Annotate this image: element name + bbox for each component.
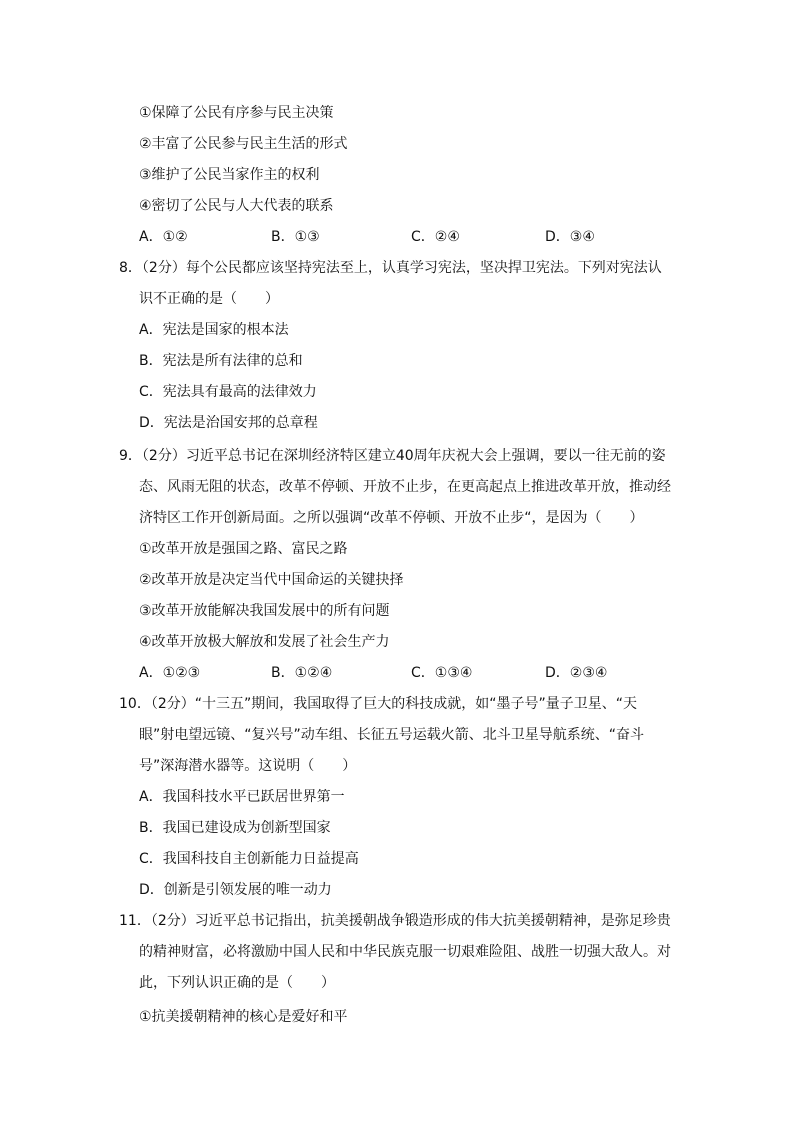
q7-option-c: C．②④	[411, 229, 460, 245]
q8-stem-line-1: 8．（2分）每个公民都应该坚持宪法至上，认真学习宪法，坚决捍卫宪法。下列对宪法认	[119, 260, 662, 276]
q7-item-4: ④密切了公民与人大代表的联系	[139, 198, 334, 214]
q11-stem-line-2: 的精神财富，必将激励中国人民和中华民族克服一切艰难险阻、战胜一切强大敌人。对	[139, 944, 671, 960]
q7-item-2: ②丰富了公民参与民主生活的形式	[139, 136, 348, 152]
q9-item-4: ④改革开放极大解放和发展了社会生产力	[139, 634, 390, 650]
q8-option-b: B．宪法是所有法律的总和	[139, 353, 303, 369]
q9-option-a: A．①②③	[139, 665, 201, 681]
q9-item-3: ③改革开放能解决我国发展中的所有问题	[139, 603, 390, 619]
q7-option-b: B．①③	[271, 229, 320, 245]
q11-stem-line-3: 此，下列认识正确的是（ ）	[139, 975, 335, 991]
q9-stem-line-2: 态、风雨无阻的状态，改革不停顿、开放不止步，在更高起点上推进改革开放，推动经	[139, 479, 671, 495]
q10-stem-line-3: 号”深海潜水器等。这说明（ ）	[139, 758, 357, 774]
q9-stem-line-1: 9．（2分）习近平总书记在深圳经济特区建立40周年庆祝大会上强调，要以一往无前的姿	[119, 448, 666, 464]
q8-option-c: C．宪法具有最高的法律效力	[139, 384, 317, 400]
q7-option-a: A．①②	[139, 229, 188, 245]
q10-option-d: D．创新是引领发展的唯一动力	[139, 882, 332, 898]
q9-item-2: ②改革开放是决定当代中国命运的关键抉择	[139, 572, 404, 588]
q8-stem-line-2: 识不正确的是（ ）	[139, 291, 279, 307]
q10-stem-line-2: 眼”射电望远镜、“复兴号”动车组、长征五号运载火箭、北斗卫星导航系统、“奋斗	[139, 727, 645, 743]
q10-option-a: A．我国科技水平已跃居世界第一	[139, 789, 345, 805]
q10-option-b: B．我国已建设成为创新型国家	[139, 820, 331, 836]
q11-item-1: ①抗美援朝精神的核心是爱好和平	[139, 1009, 348, 1025]
q9-option-b: B．①②④	[271, 665, 333, 681]
q11-stem-line-1: 11．（2分）习近平总书记指出，抗美援朝战争锻造形成的伟大抗美援朝精神，是弥足珍贵	[119, 913, 671, 929]
q10-stem-line-1: 10．（2分）“十三五”期间，我国取得了巨大的科技成就，如“墨子号”量子卫星、“天	[119, 696, 637, 712]
q7-item-3: ③维护了公民当家作主的权利	[139, 167, 320, 183]
q7-option-d: D．③④	[545, 229, 595, 245]
q9-option-c: C．①③④	[411, 665, 473, 681]
q9-stem-line-3: 济特区工作开创新局面。之所以强调“改革不停顿、开放不止步“，是因为（ ）	[139, 510, 644, 526]
q9-item-1: ①改革开放是强国之路、富民之路	[139, 541, 348, 557]
q7-item-1: ①保障了公民有序参与民主决策	[139, 105, 334, 121]
q10-option-c: C．我国科技自主创新能力日益提高	[139, 851, 359, 867]
q9-option-d: D．②③④	[545, 665, 608, 681]
q8-option-a: A．宪法是国家的根本法	[139, 322, 289, 338]
q8-option-d: D．宪法是治国安邦的总章程	[139, 415, 318, 431]
